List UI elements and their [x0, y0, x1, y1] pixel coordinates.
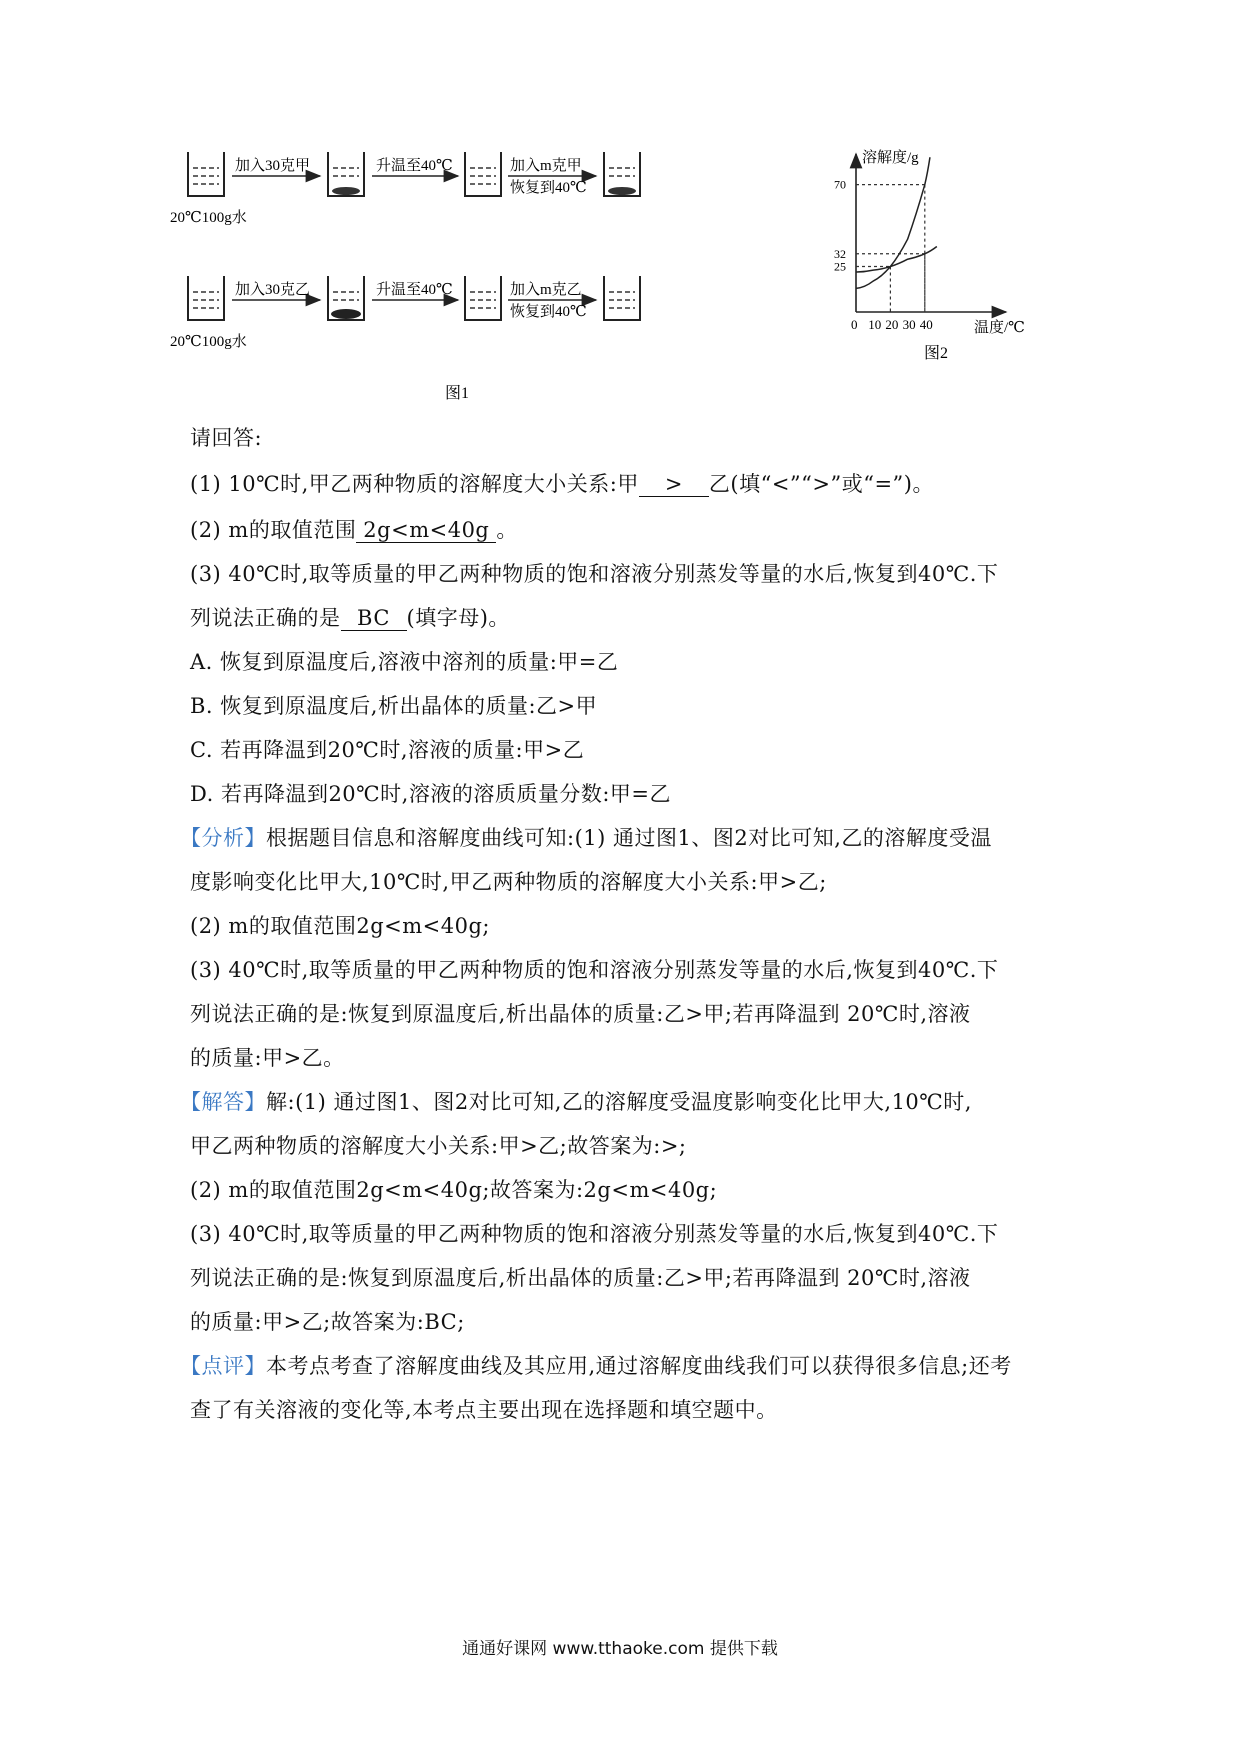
x-tick-label: 20 — [885, 317, 899, 332]
analysis-line-6: 的质量:甲>乙。 — [190, 1046, 345, 1070]
question-prompt: 请回答: — [190, 426, 263, 450]
comment-line-2: 查了有关溶液的变化等,本考点主要出现在选择题和填空题中。 — [190, 1398, 778, 1422]
question-3-suffix: (填字母)。 — [406, 606, 510, 630]
solution-text: 解:(1) 通过图1、图2对比可知,乙的溶解度受温度影响变化比甲大,10℃时, — [266, 1090, 972, 1114]
tick-labels — [834, 178, 933, 332]
analysis-line-1 — [180, 822, 992, 852]
comment-line-1 — [180, 1350, 1012, 1380]
question-3-text: 列说法正确的是 — [190, 606, 341, 630]
step-label: 加入30克甲 — [235, 158, 311, 174]
analysis-line-5: 列说法正确的是:恢复到原温度后,析出晶体的质量:乙>甲;若再降温到 20℃时,溶液 — [190, 1002, 971, 1026]
question-2-text: (2) m的取值范围 — [190, 518, 357, 542]
question-1 — [190, 468, 934, 498]
question-2-suffix: 。 — [496, 518, 518, 542]
y-tick-label: 25 — [834, 259, 846, 274]
option-a: A. 恢复到原温度后,溶液中溶剂的质量:甲=乙 — [190, 650, 619, 674]
x-axis-label: 温度/℃ — [974, 320, 1025, 336]
beaker-icon — [604, 152, 640, 196]
question-1-text: (1) 10℃时,甲乙两种物质的溶解度大小关系:甲 — [190, 472, 639, 496]
solubility-curve — [856, 157, 930, 288]
y-tick-label: 32 — [834, 246, 846, 261]
beaker-row-1 — [170, 152, 640, 226]
solution-line-3: (2) m的取值范围2g<m<40g;故答案为:2g<m<40g; — [190, 1178, 718, 1202]
analysis-tag: 【分析】 — [180, 826, 266, 850]
analysis-line-3: (2) m的取值范围2g<m<40g; — [190, 914, 490, 938]
figure-1-beaker-diagram — [170, 158, 740, 410]
y-tick-label: 70 — [834, 177, 846, 192]
beaker-icon — [188, 276, 224, 320]
question-1-suffix: 乙(填“<”“>”或“=”)。 — [708, 472, 934, 496]
question-2 — [190, 514, 518, 544]
solution-line-5: 列说法正确的是:恢复到原温度后,析出晶体的质量:乙>甲;若再降温到 20℃时,溶液 — [190, 1266, 971, 1290]
solution-line-2: 甲乙两种物质的溶解度大小关系:甲>乙;故答案为:>; — [190, 1134, 687, 1158]
footer-text: 通通好课网 www.tthaoke.com 提供下载 — [462, 1639, 778, 1659]
solution-tag: 【解答】 — [180, 1090, 266, 1114]
beaker-icon — [328, 276, 364, 320]
step-label: 加入m克乙 — [510, 282, 582, 298]
solution-line-4: (3) 40℃时,取等质量的甲乙两种物质的饱和溶液分别蒸发等量的水后,恢复到40℃.下 — [190, 1222, 999, 1246]
water-label: 20℃100g水 — [170, 334, 247, 350]
option-b: B. 恢复到原温度后,析出晶体的质量:乙>甲 — [190, 694, 598, 718]
figure-2-caption: 图2 — [924, 345, 949, 362]
figure-1-caption: 图1 — [445, 385, 470, 402]
step-label: 加入m克甲 — [510, 158, 582, 174]
water-label: 20℃100g水 — [170, 210, 247, 226]
beaker-icon — [188, 152, 224, 196]
beaker-icon — [465, 276, 501, 320]
analysis-line-2: 度影响变化比甲大,10℃时,甲乙两种物质的溶解度大小关系:甲>乙; — [190, 870, 827, 894]
step-label: 加入30克乙 — [235, 282, 311, 298]
beaker-row-2 — [170, 276, 640, 350]
option-d: D. 若再降温到20℃时,溶液的溶质质量分数:甲=乙 — [190, 782, 671, 806]
step-label: 升温至40℃ — [376, 158, 453, 174]
option-c: C. 若再降温到20℃时,溶液的质量:甲>乙 — [190, 738, 585, 762]
guide-lines — [856, 185, 925, 312]
y-axis-label: 溶解度/g — [862, 150, 919, 166]
solution-line-1 — [180, 1086, 972, 1116]
beaker-icon — [465, 152, 501, 196]
question-3-line-1: (3) 40℃时,取等质量的甲乙两种物质的饱和溶液分别蒸发等量的水后,恢复到40℃.下 — [190, 562, 999, 586]
step-label: 升温至40℃ — [376, 282, 453, 298]
solution-line-6: 的质量:甲>乙;故答案为:BC; — [190, 1310, 465, 1334]
beaker-icon — [604, 276, 640, 320]
x-tick-label: 40 — [919, 317, 933, 332]
comment-tag: 【点评】 — [180, 1354, 266, 1378]
step-label: 恢复到40℃ — [510, 180, 587, 196]
analysis-text: 根据题目信息和溶解度曲线可知:(1) 通过图1、图2对比可知,乙的溶解度受温 — [266, 826, 992, 850]
analysis-line-4: (3) 40℃时,取等质量的甲乙两种物质的饱和溶液分别蒸发等量的水后,恢复到40℃.下 — [190, 958, 999, 982]
comment-text: 本考点考查了溶解度曲线及其应用,通过溶解度曲线我们可以获得很多信息;还考 — [266, 1354, 1012, 1378]
x-tick-label: 30 — [902, 317, 916, 332]
answer-blank: 2g<m<40g — [356, 519, 496, 543]
answer-blank: BC — [341, 607, 407, 631]
answer-blank: > — [639, 473, 709, 497]
question-3-line-2 — [190, 602, 510, 632]
step-label: 恢复到40℃ — [510, 304, 587, 320]
x-tick-label: 10 — [868, 317, 882, 332]
beaker-icon — [328, 152, 364, 196]
figure-2-solubility-chart — [820, 150, 1090, 410]
x-tick-label: 0 — [851, 317, 858, 332]
